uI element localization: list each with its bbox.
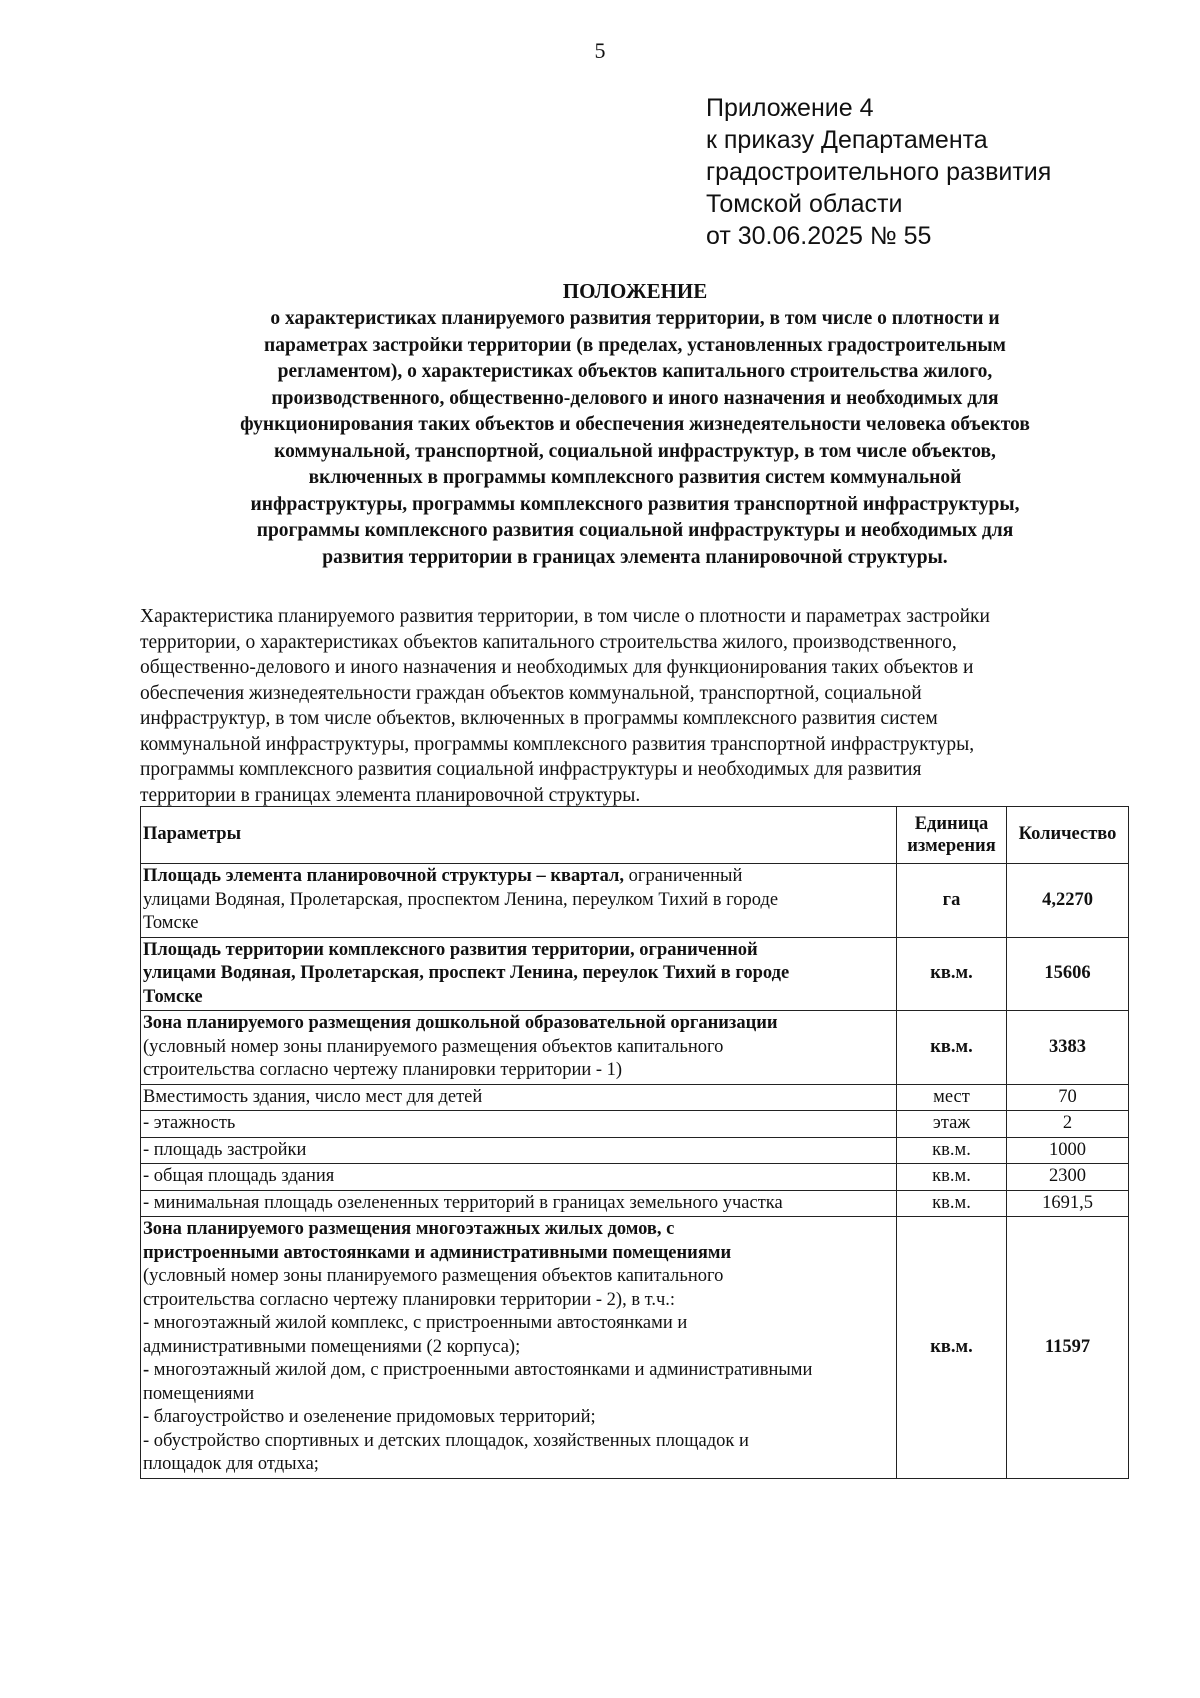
subtitle-line: параметрах застройки территории (в пределах, установленных градостроительным xyxy=(264,334,1006,356)
param-cell xyxy=(141,1011,897,1085)
quantity-cell: 15606 xyxy=(1007,937,1129,1011)
annex-line: градостроительного развития xyxy=(706,158,1052,186)
param-line: помещениями xyxy=(143,1383,255,1404)
unit-cell: кв.м. xyxy=(897,937,1007,1011)
table-header-row xyxy=(141,807,1129,864)
subtitle-line: развития территории в границах элемента планировочной структуры. xyxy=(322,546,948,568)
header-unit-line: измерения xyxy=(907,836,996,856)
unit-cell: кв.м. xyxy=(897,1190,1007,1217)
table-row xyxy=(141,1190,1129,1217)
param-cell: Вместимость здания, число мест для детей xyxy=(141,1084,897,1111)
subtitle-line: включенных в программы комплексного развития систем коммунальной xyxy=(308,467,962,488)
table-row xyxy=(141,1217,1129,1479)
quantity-cell: 1000 xyxy=(1007,1137,1129,1164)
intro-line: территории, о характеристиках объектов капитального строительства жилого, производственного, xyxy=(140,631,957,653)
unit-cell: кв.м. xyxy=(897,1137,1007,1164)
table-row xyxy=(141,1011,1129,1085)
param-cell xyxy=(141,864,897,938)
annex-line: к приказу Департамента xyxy=(706,126,988,154)
subtitle-line: инфраструктуры, программы комплексного развития транспортной инфраструктуры, xyxy=(250,493,1020,515)
subtitle-line: о характеристиках планируемого развития территории, в том числе о плотности и xyxy=(270,308,1000,329)
subtitle-line: производственного, общественно-делового и иного назначения и необходимых для xyxy=(271,387,999,409)
param-line: Зона планируемого размещения дошкольной образовательной организации xyxy=(143,1013,778,1033)
quantity-cell: 2 xyxy=(1007,1111,1129,1138)
page-number: 5 xyxy=(594,38,606,63)
quantity-cell: 4,2270 xyxy=(1007,864,1129,938)
quantity-cell: 1691,5 xyxy=(1007,1190,1129,1217)
unit-cell: этаж xyxy=(897,1111,1007,1138)
param-cell xyxy=(141,937,897,1011)
quantity-cell: 3383 xyxy=(1007,1011,1129,1085)
param-cell: - этажность xyxy=(141,1111,897,1138)
param-line: улицами Водяная, Пролетарская, проспект Ленина, переулок Тихий в городе xyxy=(143,963,790,983)
annex-block xyxy=(706,92,1051,252)
param-line: - благоустройство и озеленение придомовых территорий; xyxy=(143,1407,596,1427)
document-title: ПОЛОЖЕНИЕ xyxy=(562,279,708,303)
param-cell: - площадь застройки xyxy=(141,1137,897,1164)
param-line: пристроенными автостоянками и административными помещениями xyxy=(143,1242,732,1263)
unit-cell: кв.м. xyxy=(897,1217,1007,1479)
intro-line: обеспечения жизнедеятельности граждан объектов коммунальной, транспортной, социальной xyxy=(140,682,922,704)
header-unit-line: Единица xyxy=(914,814,989,834)
table-row xyxy=(141,864,1129,938)
param-cell xyxy=(141,1217,897,1479)
quantity-cell: 70 xyxy=(1007,1084,1129,1111)
quantity-cell: 2300 xyxy=(1007,1164,1129,1191)
param-line: (условный номер зоны планируемого размещения объектов капитального xyxy=(143,1036,724,1057)
annex-line: от 30.06.2025 № 55 xyxy=(706,222,932,250)
unit-cell: кв.м. xyxy=(897,1164,1007,1191)
intro-line: инфраструктур, в том числе объектов, включенных в программы комплексного развития систем xyxy=(140,708,938,729)
param-line: административными помещениями (2 корпуса); xyxy=(143,1336,521,1357)
subtitle-line: функционирования таких объектов и обеспечения жизнедеятельности человека объектов xyxy=(240,414,1030,435)
param-bold-text: Площадь элемента планировочной структуры – квартал, xyxy=(143,866,624,886)
param-cell: - минимальная площадь озелененных территорий в границах земельного участка xyxy=(141,1190,897,1217)
table-row xyxy=(141,937,1129,1011)
param-line: площадок для отдыха; xyxy=(143,1454,319,1474)
param-line: строительства согласно чертежу планировки территории - 2), в т.ч.: xyxy=(143,1289,676,1310)
param-line xyxy=(143,1359,894,1383)
param-line: - обустройство спортивных и детских площадок, хозяйственных площадок и xyxy=(143,1430,749,1451)
unit-cell: кв.м. xyxy=(897,1011,1007,1085)
annex-line: Приложение 4 xyxy=(706,94,874,122)
param-line: - многоэтажный жилой комплекс, с пристроенными автостоянками и xyxy=(143,1313,688,1333)
param-line xyxy=(143,865,894,889)
quantity-cell: 11597 xyxy=(1007,1217,1129,1479)
param-text: ограниченный xyxy=(624,866,743,886)
table-row xyxy=(141,1137,1129,1164)
param-line: строительства согласно чертежу планировки территории - 1) xyxy=(143,1060,623,1080)
param-line: Площадь территории комплексного развития территории, ограниченной xyxy=(143,939,758,960)
header-quantity: Количество xyxy=(1007,807,1129,864)
intro-paragraph xyxy=(140,604,1130,808)
param-line: Зона планируемого размещения многоэтажных жилых домов, с xyxy=(143,1219,675,1239)
subtitle-line: программы комплексного развития социальной инфраструктуры и необходимых для xyxy=(256,520,1014,541)
document-subtitle xyxy=(140,306,1130,571)
param-line: улицами Водяная, Пролетарская, проспектом Ленина, переулком Тихий в городе xyxy=(143,889,779,910)
param-line: Томске xyxy=(143,986,203,1007)
param-cell: - общая площадь здания xyxy=(141,1164,897,1191)
subtitle-line: коммунальной, транспортной, социальной инфраструктур, в том числе объектов, xyxy=(274,440,996,462)
subtitle-line: регламентом), о характеристиках объектов капитального строительства жилого, xyxy=(277,361,993,382)
intro-line: общественно-делового и иного назначения и необходимых для функционирования таких объектов и xyxy=(140,657,974,678)
table-row xyxy=(141,1111,1129,1138)
intro-line: коммунальной инфраструктуры, программы комплексного развития транспортной инфраструктуры, xyxy=(140,733,975,755)
header-parameters: Параметры xyxy=(141,807,897,864)
param-line: (условный номер зоны планируемого размещения объектов капитального xyxy=(143,1266,724,1286)
param-dash: - xyxy=(143,1360,150,1380)
unit-cell: мест xyxy=(897,1084,1007,1111)
param-text: многоэтажный жилой дом, с пристроенными автостоянками и административными xyxy=(149,1360,813,1380)
annex-line: Томской области xyxy=(706,190,903,218)
intro-line: Характеристика планируемого развития территории, в том числе о плотности и параметрах застройки xyxy=(140,606,990,627)
intro-line: программы комплексного развития социальной инфраструктуры и необходимых для развития xyxy=(140,759,922,780)
intro-line: территории в границах элемента планировочной структуры. xyxy=(140,784,641,806)
header-unit xyxy=(897,807,1007,864)
parameters-table xyxy=(140,806,1129,1479)
unit-cell: га xyxy=(897,864,1007,938)
table-row xyxy=(141,1084,1129,1111)
param-line: Томске xyxy=(143,913,199,933)
table-row xyxy=(141,1164,1129,1191)
